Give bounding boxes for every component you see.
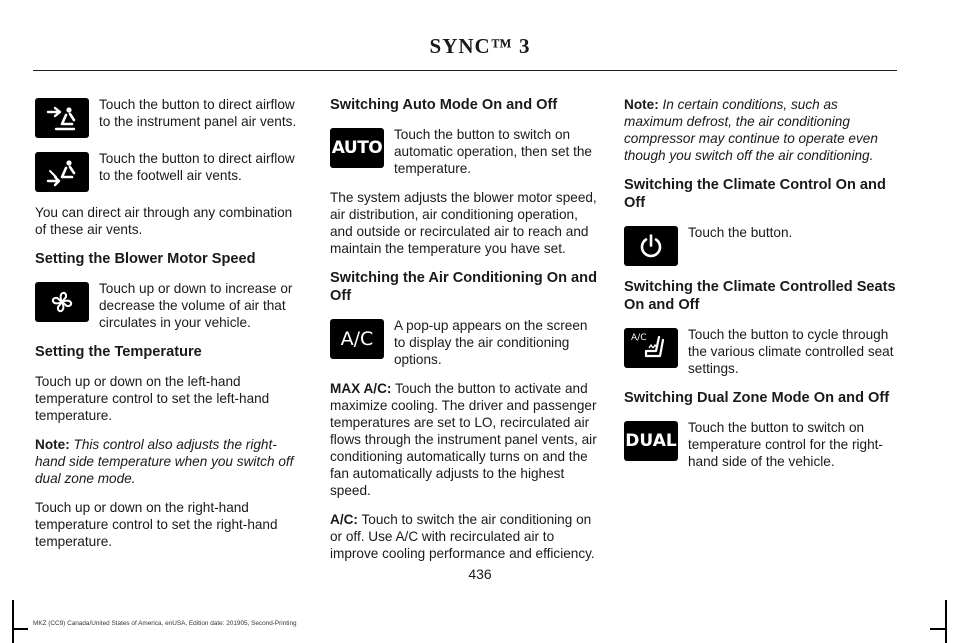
dual-heading: Switching Dual Zone Mode On and Off: [624, 390, 890, 406]
temp-note-paragraph: [35, 436, 305, 487]
seats-row: [624, 326, 896, 377]
crop-mark-right: [945, 600, 947, 643]
auto-row: [330, 126, 602, 177]
temp-right-paragraph: Touch up or down on the right-hand temperature control to set the right-hand temperature.: [35, 500, 278, 549]
fan-icon: [35, 282, 89, 322]
crop-mark-left: [12, 600, 14, 643]
ac-row: [330, 317, 602, 368]
ac-note-paragraph: [624, 96, 896, 164]
auto-icon: AUTO: [330, 128, 384, 168]
temperature-heading: Setting the Temperature: [35, 344, 202, 360]
blower-heading: Setting the Blower Motor Speed: [35, 251, 256, 267]
dual-icon: DUAL: [624, 421, 678, 461]
auto-heading: Switching Auto Mode On and Off: [330, 97, 558, 113]
column-2: [330, 96, 602, 574]
footwell-vent-icon: [35, 152, 89, 192]
page-number: 436: [468, 566, 492, 582]
seats-heading: Switching the Climate Controlled Seats On and Off: [624, 279, 896, 313]
edition-footer: MKZ (CC9) Canada/United States of America, enUSA, Edition date: 201905, Second-Printing: [33, 620, 297, 627]
climate-text: Touch the button.: [688, 225, 793, 240]
footwell-vents-text: Touch the button to direct airflow to the footwell air vents.: [99, 151, 295, 183]
blower-row: [35, 280, 305, 331]
auto-text: Touch the button to switch on automatic operation, then set the temperature.: [394, 127, 592, 176]
climate-heading: Switching the Climate Control On and Off: [624, 177, 886, 211]
crop-mark-left-horizontal: [12, 628, 28, 630]
instrument-vents-row: [35, 96, 305, 138]
ac-toggle-label: A/C:: [330, 512, 358, 527]
crop-mark-right-horizontal: [930, 628, 946, 630]
max-ac-paragraph: [330, 380, 602, 499]
temp-left-paragraph: Touch up or down on the left-hand temperature control to set the left-hand temperature.: [35, 374, 270, 423]
dual-row: [624, 419, 896, 470]
ac-icon: A/C: [330, 319, 384, 359]
max-ac-label: MAX A/C:: [330, 381, 392, 396]
ac-text: A pop-up appears on the screen to display the air conditioning options.: [394, 318, 588, 367]
column-3: [624, 96, 896, 482]
system-paragraph: The system adjusts the blower motor speed, air distribution, air conditioning operation, and outside or recirculated air to reach and maintain the temperature you have set.: [330, 190, 597, 256]
seat-climate-icon: [624, 328, 678, 368]
ac-note-text: In certain conditions, such as maximum defrost, the air conditioning compressor may continue to operate even though you switch off the air conditioning.: [624, 97, 878, 163]
footwell-vents-row: [35, 150, 305, 192]
header-rule: [33, 70, 897, 71]
column-1: [35, 96, 305, 562]
panel-vent-icon: [35, 98, 89, 138]
ac-toggle-paragraph: [330, 511, 602, 562]
page-header-title: SYNC™ 3: [429, 34, 531, 58]
dual-text: Touch the button to switch on temperature control for the right-hand side of the vehicle.: [688, 420, 883, 469]
ac-note-label: Note:: [624, 97, 659, 112]
seats-text: Touch the button to cycle through the various climate controlled seat settings.: [688, 327, 894, 376]
note-label: Note:: [35, 437, 70, 452]
climate-row: [624, 224, 896, 266]
max-ac-text: Touch the button to activate and maximize cooling. The driver and passenger temperatures are set to LO, recirculated air flows through the instrument panel vents, air conditioning automatically turns on and the fan automatically adjusts to the highest speed.: [330, 381, 597, 498]
note-text: This control also adjusts the right-hand side temperature when you switch off dual zone mode.: [35, 437, 294, 486]
power-icon: [624, 226, 678, 266]
combination-paragraph: You can direct air through any combination of these air vents.: [35, 205, 293, 237]
blower-text: Touch up or down to increase or decrease the volume of air that circulates in your vehicle.: [99, 281, 293, 330]
ac-heading: Switching the Air Conditioning On and Off: [330, 270, 597, 304]
ac-toggle-text: Touch to switch the air conditioning on or off. Use A/C with recirculated air to improve cooling performance and efficiency.: [330, 512, 595, 561]
seat-icon-label: A/C: [631, 333, 647, 343]
instrument-vents-text: Touch the button to direct airflow to the instrument panel air vents.: [99, 97, 297, 129]
